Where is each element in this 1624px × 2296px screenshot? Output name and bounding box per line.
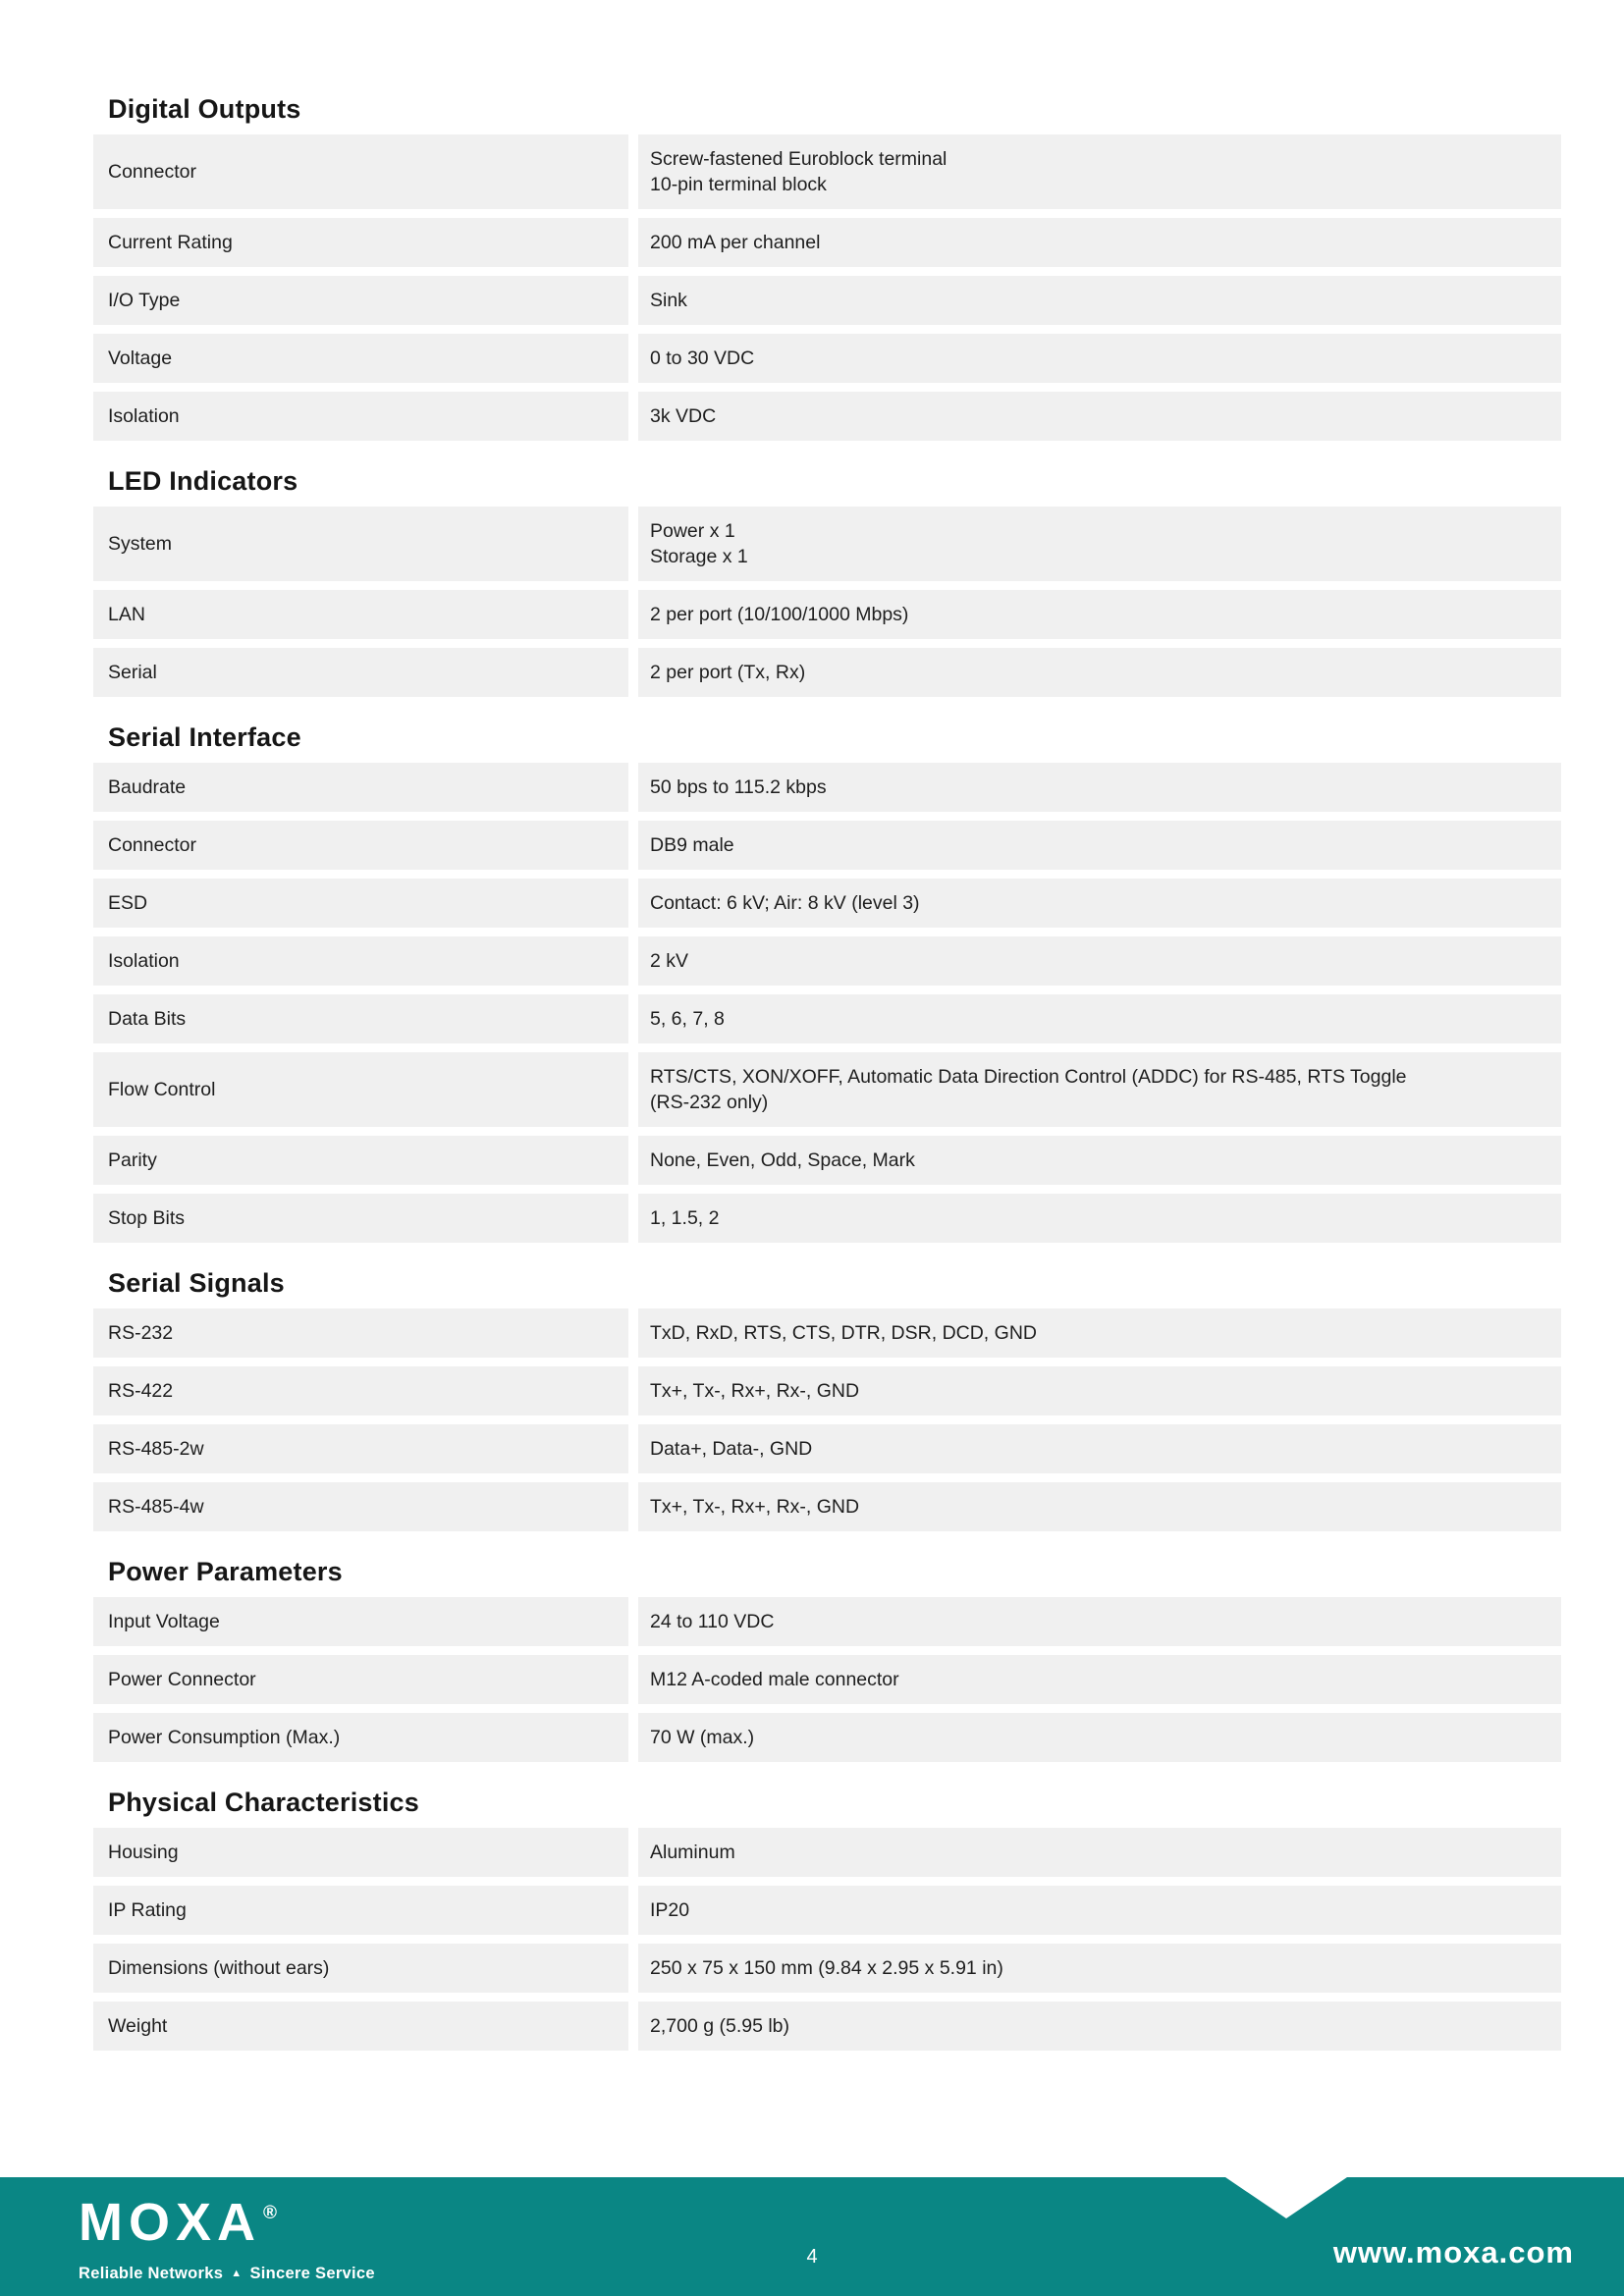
spec-row: [93, 2002, 1561, 2051]
spec-value-cell: [638, 1052, 1561, 1127]
spec-value-cell: [638, 1597, 1561, 1646]
spec-value-line: Tx+, Tx-, Rx+, Rx-, GND: [650, 1496, 860, 1518]
footer-notch-icon: [1225, 2177, 1347, 2218]
spec-label-cell: IP Rating: [93, 1886, 628, 1935]
spec-value-line: Power x 1: [650, 520, 735, 542]
spec-value-cell: [638, 392, 1561, 441]
spec-value-line: Screw-fastened Euroblock terminal: [650, 148, 947, 170]
moxa-logo: [79, 2193, 375, 2283]
spec-label-cell: Power Consumption (Max.): [93, 1713, 628, 1762]
section-title: Physical Characteristics: [108, 1788, 419, 1817]
spec-table: [93, 134, 1561, 441]
spec-value-cell: [638, 1136, 1561, 1185]
spec-value-cell: [638, 1828, 1561, 1877]
spec-value-line: DB9 male: [650, 834, 734, 856]
spec-value-line: Sink: [650, 290, 687, 311]
spec-value-cell: [638, 1308, 1561, 1358]
spec-label-cell: Current Rating: [93, 218, 628, 267]
spec-row: [93, 821, 1561, 870]
spec-value-cell: [638, 1424, 1561, 1473]
spec-row: [93, 276, 1561, 325]
spec-value-line: Storage x 1: [650, 546, 748, 567]
spec-value-cell: [638, 276, 1561, 325]
spec-label-cell: RS-232: [93, 1308, 628, 1358]
spec-value-cell: [638, 879, 1561, 928]
spec-value-cell: [638, 2002, 1561, 2051]
spec-row: [93, 1655, 1561, 1704]
spec-value-cell: [638, 763, 1561, 812]
spec-label-cell: Housing: [93, 1828, 628, 1877]
spec-row: [93, 218, 1561, 267]
spec-label-cell: Connector: [93, 134, 628, 209]
spec-value-line: M12 A-coded male connector: [650, 1669, 899, 1690]
spec-row: [93, 994, 1561, 1043]
spec-row: [93, 936, 1561, 986]
section-title: Digital Outputs: [108, 94, 301, 124]
spec-row: [93, 1597, 1561, 1646]
spec-value-line: 3k VDC: [650, 405, 717, 427]
spec-value-cell: [638, 1655, 1561, 1704]
spec-value-line: 1, 1.5, 2: [650, 1207, 720, 1229]
section-title: LED Indicators: [108, 466, 298, 496]
spec-row: [93, 507, 1561, 581]
spec-row: [93, 1194, 1561, 1243]
spec-row: [93, 134, 1561, 209]
tagline-right: Sincere Service: [249, 2265, 375, 2282]
spec-value-line: 2 kV: [650, 950, 689, 972]
spec-label-cell: Stop Bits: [93, 1194, 628, 1243]
spec-label-cell: RS-485-2w: [93, 1424, 628, 1473]
spec-value-line: RTS/CTS, XON/XOFF, Automatic Data Direction Control (ADDC) for RS-485, RTS Toggle: [650, 1066, 1407, 1088]
footer-band: [0, 2177, 1624, 2296]
spec-label-cell: RS-485-4w: [93, 1482, 628, 1531]
spec-content: [93, 0, 1561, 2059]
spec-row: [93, 763, 1561, 812]
spec-value-cell: [638, 1886, 1561, 1935]
spec-row: [93, 590, 1561, 639]
spec-value-line: 2 per port (10/100/1000 Mbps): [650, 604, 909, 625]
spec-row: [93, 648, 1561, 697]
spec-value-cell: [638, 994, 1561, 1043]
spec-label-cell: Baudrate: [93, 763, 628, 812]
spec-row: [93, 1482, 1561, 1531]
spec-section: [93, 1268, 1561, 1531]
spec-row: [93, 1713, 1561, 1762]
spec-label-cell: Parity: [93, 1136, 628, 1185]
triangle-icon: ▲: [231, 2268, 243, 2279]
spec-value-cell: [638, 1194, 1561, 1243]
spec-section: [93, 466, 1561, 697]
spec-value-cell: [638, 334, 1561, 383]
spec-label-cell: Isolation: [93, 392, 628, 441]
spec-value-cell: [638, 507, 1561, 581]
spec-value-cell: [638, 134, 1561, 209]
spec-value-line: 2 per port (Tx, Rx): [650, 662, 806, 683]
spec-label-cell: Input Voltage: [93, 1597, 628, 1646]
spec-label-cell: Connector: [93, 821, 628, 870]
spec-value-line: Tx+, Tx-, Rx+, Rx-, GND: [650, 1380, 860, 1402]
spec-value-cell: [638, 1366, 1561, 1415]
spec-section: [93, 1557, 1561, 1762]
spec-label-cell: Data Bits: [93, 994, 628, 1043]
spec-label-cell: Flow Control: [93, 1052, 628, 1127]
spec-label-cell: System: [93, 507, 628, 581]
spec-label-cell: Serial: [93, 648, 628, 697]
spec-value-line: 10-pin terminal block: [650, 174, 827, 195]
spec-row: [93, 334, 1561, 383]
spec-value-line: 24 to 110 VDC: [650, 1611, 775, 1632]
spec-label-cell: Dimensions (without ears): [93, 1944, 628, 1993]
spec-row: [93, 1886, 1561, 1935]
spec-label-cell: Power Connector: [93, 1655, 628, 1704]
spec-label-cell: I/O Type: [93, 276, 628, 325]
spec-row: [93, 1052, 1561, 1127]
spec-value-cell: [638, 1944, 1561, 1993]
spec-value-cell: [638, 1482, 1561, 1531]
spec-value-cell: [638, 1713, 1561, 1762]
spec-table: [93, 1308, 1561, 1531]
spec-value-line: Aluminum: [650, 1842, 735, 1863]
spec-label-cell: Isolation: [93, 936, 628, 986]
section-title: Power Parameters: [108, 1557, 343, 1586]
spec-table: [93, 1828, 1561, 2051]
spec-label-cell: Weight: [93, 2002, 628, 2051]
spec-value-line: (RS-232 only): [650, 1092, 769, 1113]
spec-label-cell: ESD: [93, 879, 628, 928]
website-link[interactable]: www.moxa.com: [1332, 2235, 1574, 2269]
spec-table: [93, 1597, 1561, 1762]
tagline-left: Reliable Networks: [79, 2265, 224, 2282]
spec-row: [93, 1308, 1561, 1358]
spec-row: [93, 1828, 1561, 1877]
spec-value-line: 70 W (max.): [650, 1727, 755, 1748]
spec-row: [93, 1366, 1561, 1415]
registered-trademark-icon: ®: [263, 2203, 277, 2223]
spec-section: [93, 722, 1561, 1243]
section-title: Serial Signals: [108, 1268, 285, 1298]
spec-row: [93, 1944, 1561, 1993]
spec-section: [93, 1788, 1561, 2051]
spec-table: [93, 763, 1561, 1243]
spec-value-cell: [638, 648, 1561, 697]
spec-value-line: IP20: [650, 1899, 690, 1921]
spec-value-line: Contact: 6 kV; Air: 8 kV (level 3): [650, 892, 920, 914]
spec-value-line: TxD, RxD, RTS, CTS, DTR, DSR, DCD, GND: [650, 1322, 1037, 1344]
spec-row: [93, 879, 1561, 928]
section-title: Serial Interface: [108, 722, 301, 752]
spec-value-line: 250 x 75 x 150 mm (9.84 x 2.95 x 5.91 in): [650, 1957, 1003, 1979]
spec-value-line: 0 to 30 VDC: [650, 347, 755, 369]
page-number: 4: [806, 2246, 818, 2268]
spec-row: [93, 1136, 1561, 1185]
spec-row: [93, 392, 1561, 441]
spec-label-cell: LAN: [93, 590, 628, 639]
spec-table: [93, 507, 1561, 697]
spec-value-line: 2,700 g (5.95 lb): [650, 2015, 790, 2037]
spec-value-line: 50 bps to 115.2 kbps: [650, 776, 827, 798]
spec-value-cell: [638, 218, 1561, 267]
spec-value-cell: [638, 821, 1561, 870]
spec-value-cell: [638, 590, 1561, 639]
spec-value-line: 200 mA per channel: [650, 232, 821, 253]
spec-row: [93, 1424, 1561, 1473]
spec-value-line: None, Even, Odd, Space, Mark: [650, 1149, 915, 1171]
spec-label-cell: Voltage: [93, 334, 628, 383]
spec-value-line: 5, 6, 7, 8: [650, 1008, 725, 1030]
spec-value-cell: [638, 936, 1561, 986]
spec-value-line: Data+, Data-, GND: [650, 1438, 813, 1460]
spec-label-cell: RS-422: [93, 1366, 628, 1415]
spec-section: [93, 94, 1561, 441]
moxa-logo-word: MOXA: [79, 2193, 261, 2252]
